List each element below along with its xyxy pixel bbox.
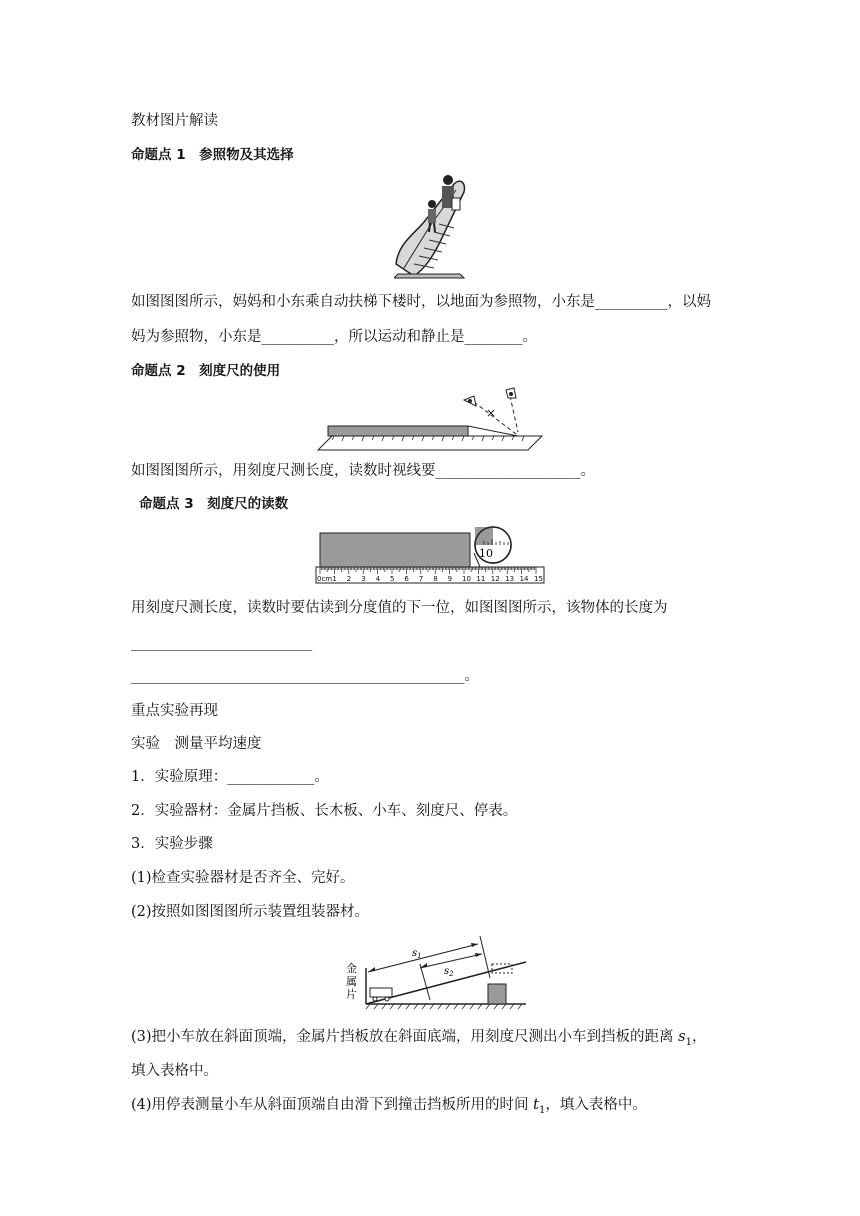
item-steps: 3．实验步骤 (131, 836, 213, 852)
ruler-label: 8 (433, 575, 438, 583)
step-4: (4)用停表测量小车从斜面顶端自由滑下到撞击挡板所用的时间 $t_1$，填入表格中。 (131, 1097, 647, 1116)
ruler-label: 13 (505, 575, 515, 583)
step-3-line1: (3)把小车放在斜面顶端，金属片挡板放在斜面底端，用刻度尺测出小车到挡板的距离 $s_1$， (131, 1029, 707, 1048)
point1-title: 命题点 1 参照物及其选择 (131, 147, 294, 163)
point3-blank-line2: ______________________________________________。 (131, 668, 479, 684)
ruler-usage-figure (314, 386, 544, 454)
escalator-figure (394, 172, 470, 280)
point1-text-line2: 妈为参照物，小东是__________，所以运动和静止是________。 (131, 329, 537, 345)
item-principle: 1．实验原理：____________。 (131, 769, 329, 785)
ruler-label: 0cm (317, 575, 333, 583)
point3-blank-line1: _________________________ (131, 635, 313, 651)
ruler-label: 6 (404, 575, 409, 583)
ruler-label: 4 (375, 575, 381, 583)
ruler-label: 5 (390, 575, 395, 583)
s1-label: $s_1$ (412, 948, 422, 960)
ruler-label: 12 (490, 575, 500, 583)
point2-text: 如图图图所示，用刻度尺测长度，读数时视线要____________________。 (131, 463, 595, 479)
step-3-line2: 填入表格中。 (131, 1063, 218, 1079)
ruler-label: 3 (361, 575, 366, 583)
ruler-label: 15 (534, 575, 543, 583)
metal-plate-label-3: 片 (346, 988, 357, 1001)
point3-text-line1: 用刻度尺测长度，读数时要估读到分度值的下一位，如图图图所示，该物体的长度为 (131, 600, 668, 616)
incline-experiment-figure (344, 932, 528, 1012)
point3-title: 命题点 3 刻度尺的读数 (139, 496, 289, 512)
ruler-label: 9 (447, 575, 453, 583)
metal-plate-label-2: 属 (346, 975, 357, 988)
section-heading-experiment: 重点实验再现 (131, 703, 218, 719)
ruler-label: 1 (332, 575, 337, 583)
metal-plate-label-1: 金 (346, 962, 357, 975)
point1-text-line1: 如图图图所示，妈妈和小东乘自动扶梯下楼时，以地面为参照物，小东是__________，以妈 (131, 294, 711, 310)
s2-label: $s_2$ (444, 966, 454, 978)
ruler-label: 11 (476, 575, 486, 583)
ruler-reading-figure (314, 523, 546, 585)
ruler-label: 14 (519, 575, 529, 583)
step-2: (2)按照如图图图所示装置组装器材。 (131, 904, 370, 920)
experiment-title: 实验 测量平均速度 (131, 736, 262, 752)
section-heading-textbook: 教材图片解读 (131, 113, 218, 129)
step-1: (1)检查实验器材是否齐全、完好。 (131, 870, 355, 886)
ruler-label: 10 (462, 575, 471, 583)
magnifier-label: 10 (479, 547, 493, 560)
ruler-label: 2 (346, 575, 352, 583)
item-equipment: 2．实验器材：金属片挡板、长木板、小车、刻度尺、停表。 (131, 803, 518, 819)
point2-title: 命题点 2 刻度尺的使用 (131, 363, 281, 379)
ruler-label: 7 (418, 575, 424, 583)
